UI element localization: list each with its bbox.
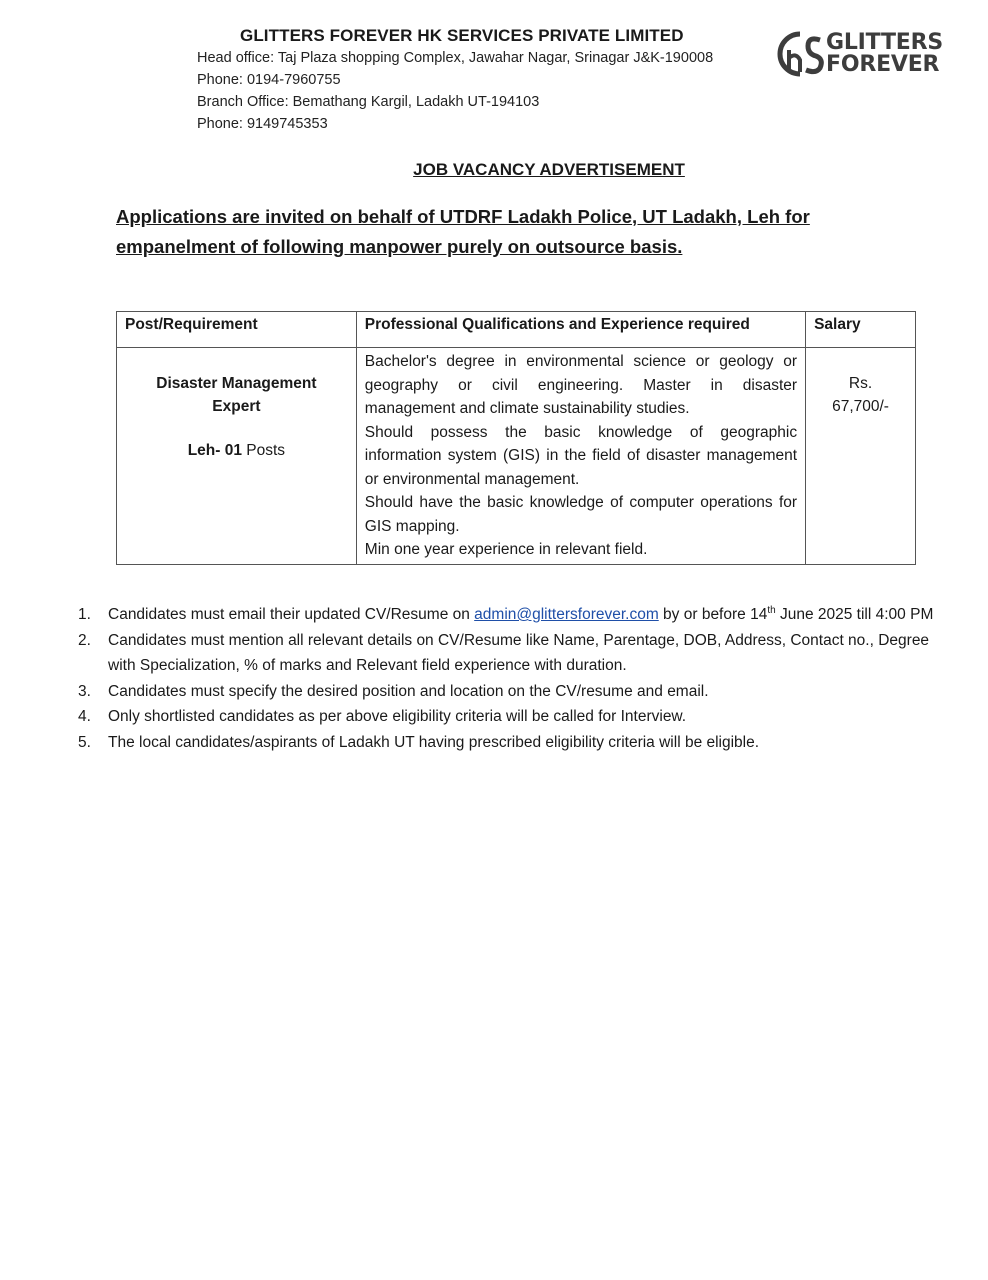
list-item-number: 3. [78, 682, 91, 700]
list-item-number: 4. [78, 708, 91, 725]
email-link[interactable]: admin@glittersforever.com [474, 606, 659, 623]
logo-line1: GLITTERS [826, 30, 943, 55]
salary-amount: 67,700/- [832, 398, 889, 415]
table-header-row [117, 312, 916, 348]
list-item-text: Only shortlisted candidates as per above eligibility criteria will be called for Interview. [108, 708, 687, 725]
intro-paragraph: Applications are invited on behalf of UTDRF Ladakh Police, UT Ladakh, Leh for empanelment of following manpower purely on outsource basis. [116, 206, 810, 257]
company-name: GLITTERS FOREVER HK SERVICES PRIVATE LIMITED [240, 26, 684, 45]
column-header-qualifications: Professional Qualifications and Experience required [356, 312, 805, 348]
qualification-line: Bachelor's degree in environmental science or geology or geography or civil engineering. Master in disaster management and climate sustainability studies. [364, 353, 798, 417]
branch-office-phone: Phone: 9149745353 [197, 116, 328, 132]
post-location-count: Leh- 01 [187, 442, 242, 459]
list-item [78, 602, 948, 628]
column-header-post: Post/Requirement [117, 312, 357, 348]
logo-text [826, 32, 943, 76]
column-header-salary: Salary [806, 312, 916, 348]
list-item [78, 628, 948, 679]
list-item-text: Candidates must mention all relevant details on CV/Resume like Name, Parentage, DOB, Address, Contact no., Degree with Specialization, % of marks and Relevant field experience with duration. [108, 631, 930, 674]
list-item [78, 704, 948, 730]
post-title-line2: Expert [212, 398, 261, 415]
list-item-number: 2. [78, 631, 91, 649]
head-office-address: Head office: Taj Plaza shopping Complex, Jawahar Nagar, Srinagar J&K-190008 [197, 50, 714, 66]
instructions-list [78, 602, 948, 755]
list-item-text: Candidates must email their updated CV/Resume on [108, 606, 475, 623]
list-item [78, 679, 948, 705]
document-title: JOB VACANCY ADVERTISEMENT [413, 160, 685, 179]
post-title [123, 372, 350, 418]
post-location-suffix: Posts [241, 442, 286, 459]
vacancy-table [116, 311, 916, 565]
branch-office-address: Branch Office: Bemathang Kargil, Ladakh UT-194103 [197, 94, 540, 110]
list-item-number: 5. [78, 733, 91, 751]
list-item-number: 1. [78, 606, 91, 623]
table-row [117, 348, 916, 565]
post-cell [117, 348, 357, 565]
qualification-line: Min one year experience in relevant field. [364, 541, 648, 558]
company-logo [776, 28, 954, 84]
qualification-line: Should have the basic knowledge of computer operations for GIS mapping. [364, 494, 798, 535]
qualification-line: Should possess the basic knowledge of geographic information system (GIS) in the field of disaster management or environmental management. [364, 423, 798, 488]
list-item-text: The local candidates/aspirants of Ladakh UT having prescribed eligibility criteria will be eligible. [108, 733, 760, 751]
salary-currency: Rs. [848, 375, 873, 392]
qualifications-cell [356, 348, 805, 565]
salary-cell [806, 348, 916, 565]
list-item [78, 730, 948, 756]
logo-line2: FOREVER [826, 52, 940, 77]
list-item-text: Candidates must specify the desired position and location on the CV/resume and email. [108, 682, 709, 700]
head-office-phone: Phone: 0194-7960755 [197, 72, 341, 88]
ordinal-suffix: th [767, 604, 776, 616]
list-item-text: June 2025 till 4:00 PM [775, 606, 934, 623]
post-location [123, 442, 350, 460]
logo-mark-icon [776, 28, 826, 80]
list-item-text: by or before 14 [658, 606, 768, 623]
post-title-line1: Disaster Management [156, 375, 317, 392]
